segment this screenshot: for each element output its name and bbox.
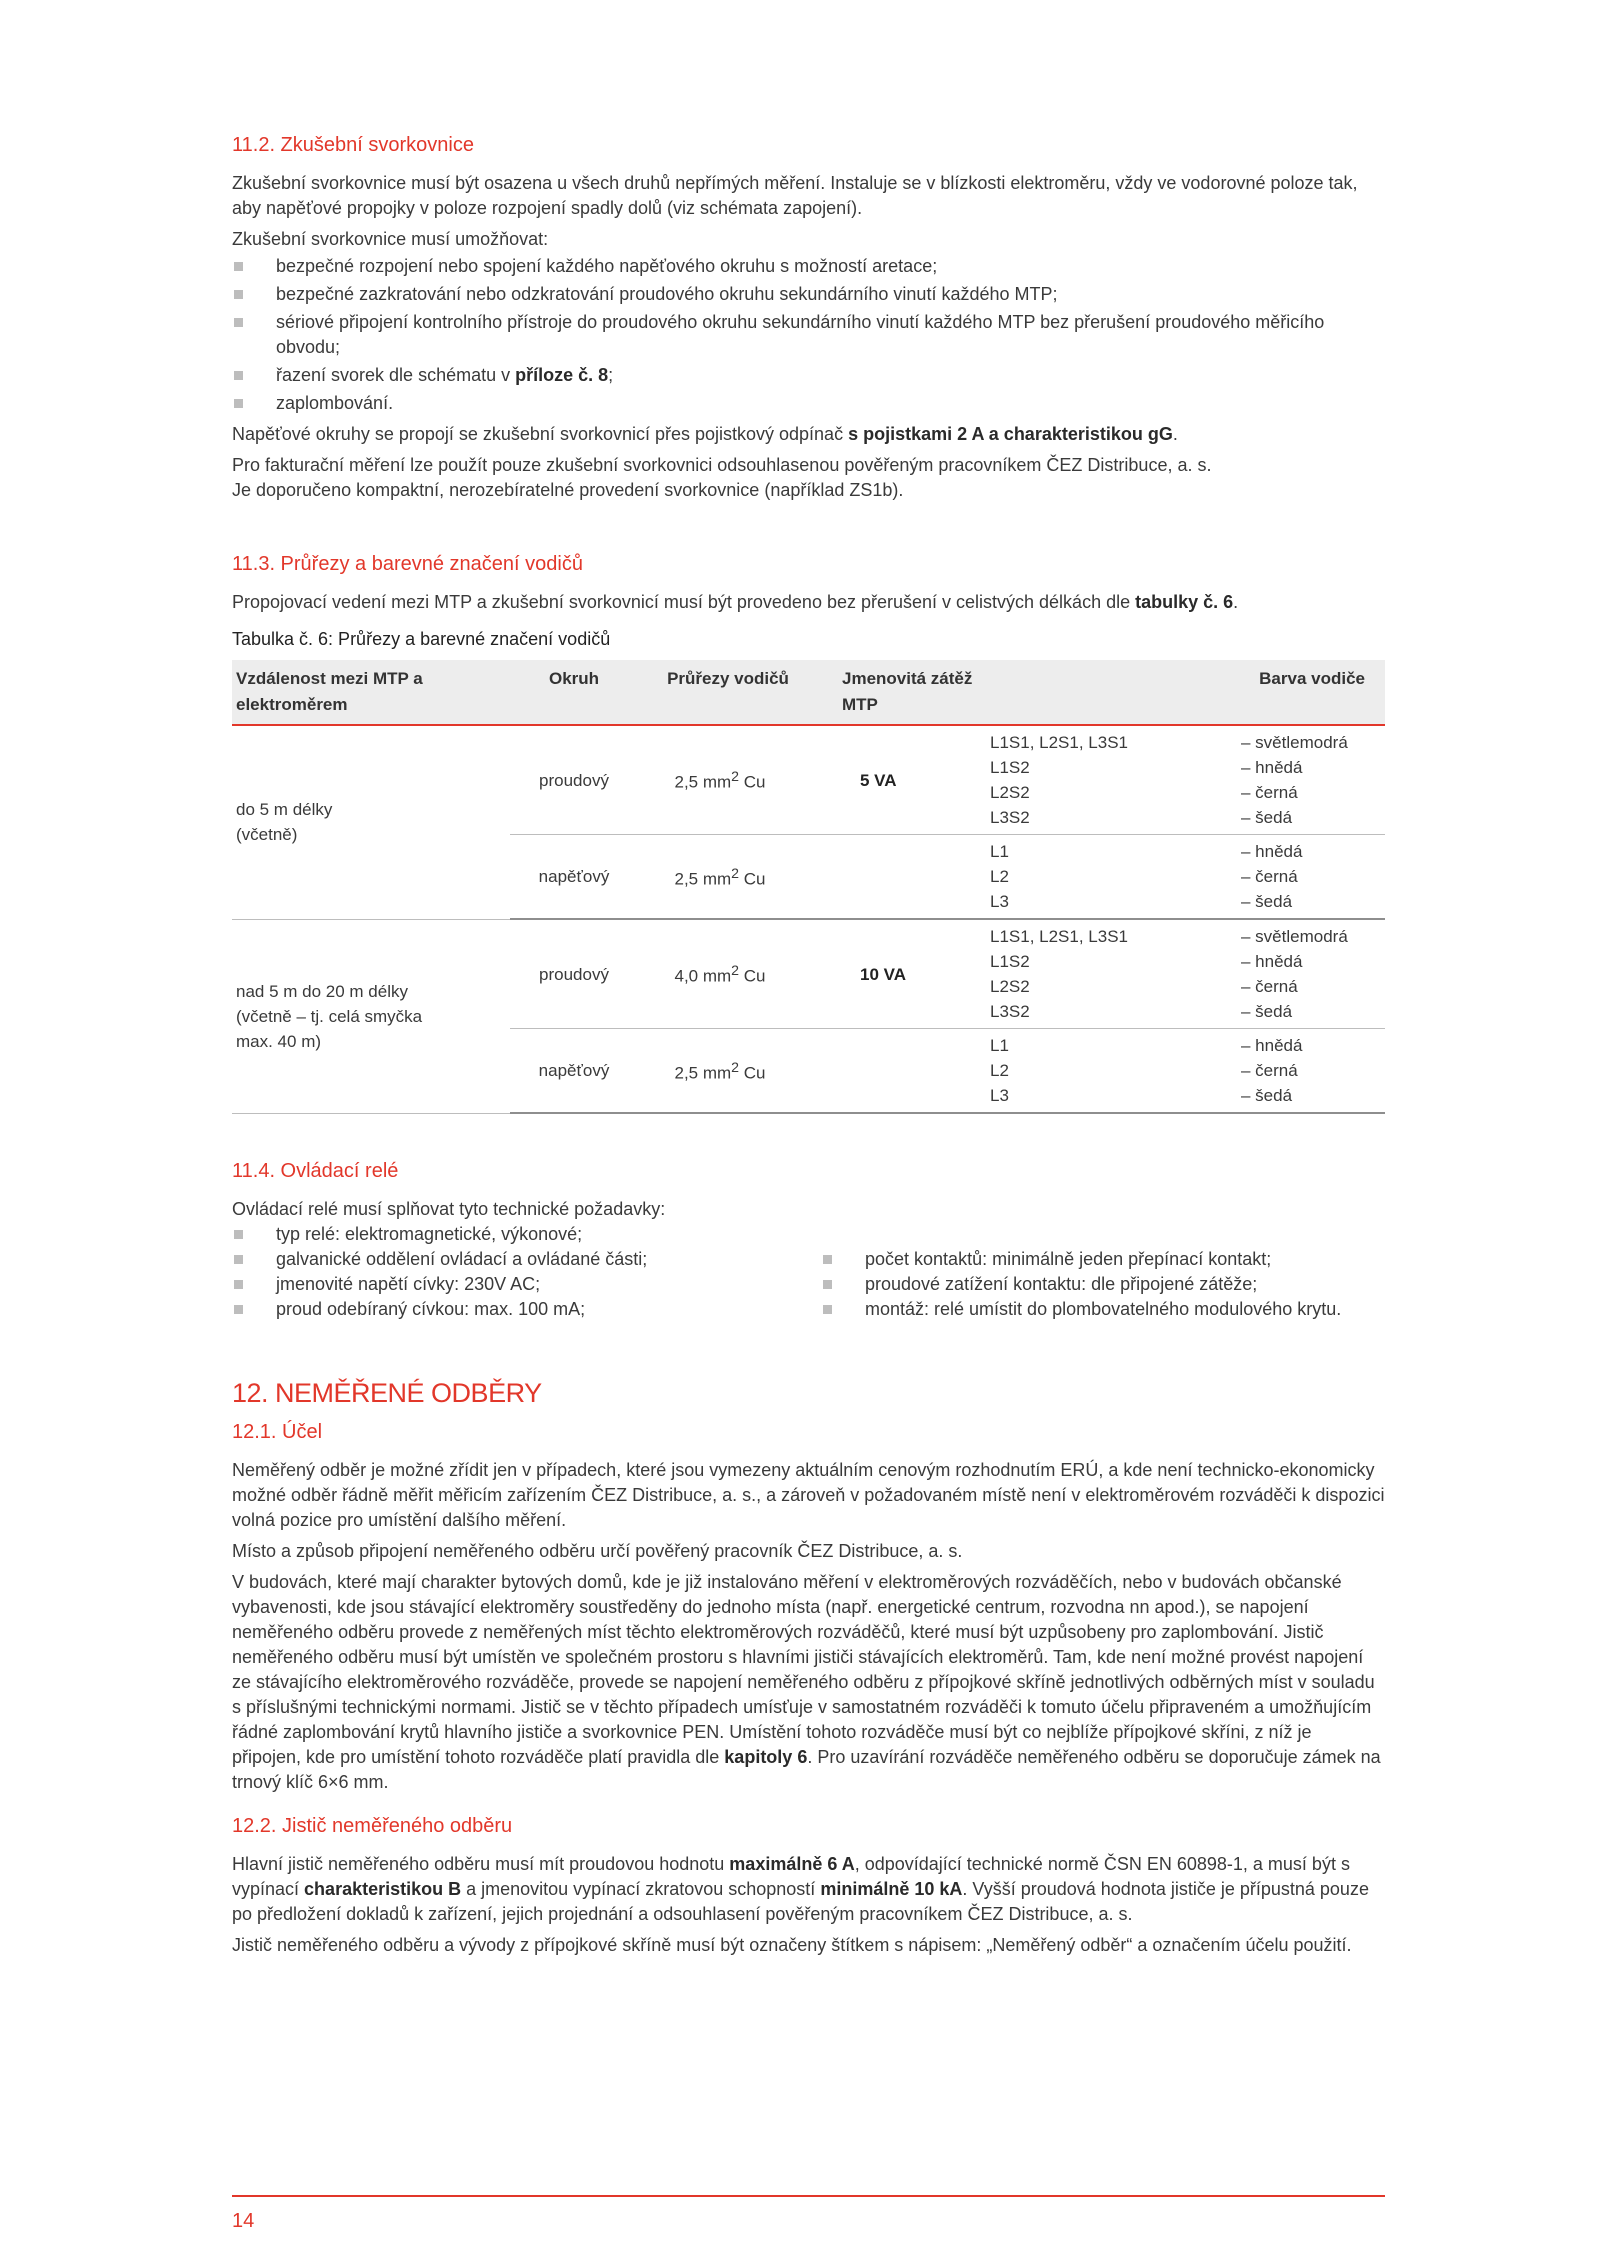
list-item: bezpečné rozpojení nebo spojení každého napěťového okruhu s možností aretace; xyxy=(232,254,1385,279)
cell-circuit: napěťový xyxy=(510,835,638,920)
text: . xyxy=(1172,424,1178,444)
text: 2,5 mm xyxy=(674,869,732,889)
page-number: 14 xyxy=(232,2210,255,2232)
chapter-title: 12. NEMĚŘENÉ ODBĚRY xyxy=(232,1378,542,1408)
list-item: proudové zatížení kontaktu: dle připojené zátěže; xyxy=(821,1272,1385,1297)
section-title: 12.2. Jistič neměřeného odběru xyxy=(232,1815,513,1837)
cell-load xyxy=(838,835,986,920)
list-item: jmenovité napětí cívky: 230V AC; xyxy=(232,1272,741,1297)
section-11-4 xyxy=(232,1160,1385,1328)
header-circuit: Okruh xyxy=(510,660,638,725)
footer-divider xyxy=(232,2195,1385,2197)
text: max. 40 m) xyxy=(236,1031,322,1051)
header-color: Barva vodiče xyxy=(986,660,1385,725)
table-row xyxy=(232,725,1385,835)
section-11-2 xyxy=(232,134,1385,503)
text: 4,0 mm xyxy=(674,966,732,986)
wire-label: L1S1, L2S1, L3S1 xyxy=(990,733,1129,752)
wire-label: L2 xyxy=(990,1061,1009,1080)
section-title: 12.1. Účel xyxy=(232,1421,323,1443)
cell-load: 5 VA xyxy=(838,725,986,835)
cell-colors xyxy=(986,1029,1385,1114)
cell-load xyxy=(838,1029,986,1114)
list-item: montáž: relé umístit do plombovatelného modulového krytu. xyxy=(821,1297,1385,1322)
wire-color: – světlemodrá xyxy=(1241,733,1348,752)
page-content xyxy=(232,134,1385,1964)
wire-label: L1S2 xyxy=(990,758,1030,777)
text: . xyxy=(1233,592,1239,612)
text: Cu xyxy=(743,1063,766,1083)
cell-load: 10 VA xyxy=(838,919,986,1029)
wire-color: – černá xyxy=(1241,783,1298,802)
cell-section: 2,5 $mm^2$ Cu xyxy=(638,725,838,835)
cell-circuit: proudový xyxy=(510,725,638,835)
header-load: Jmenovitá zátěž MTP xyxy=(838,660,986,725)
paragraph: Místo a způsob připojení neměřeného odběru určí pověřený pracovník ČEZ Distribuce, a. s. xyxy=(232,1541,963,1561)
cell-section: 2,5 $mm^2$ Cu xyxy=(638,1029,838,1114)
section-11-3 xyxy=(232,553,1385,1114)
paragraph xyxy=(232,453,1385,503)
wire-color: – šedá xyxy=(1241,808,1293,827)
wire-color: – šedá xyxy=(1241,892,1293,911)
text: Cu xyxy=(743,869,766,889)
text: do 5 m délky xyxy=(236,800,333,820)
paragraph xyxy=(232,590,1385,615)
table-caption: Tabulka č. 6: Průřezy a barevné značení vodičů xyxy=(232,629,611,649)
color-list xyxy=(990,1033,1381,1108)
cell-colors xyxy=(986,835,1385,920)
wire-label: L3S2 xyxy=(990,1002,1030,1021)
paragraph xyxy=(232,422,1385,447)
wire-color: – hnědá xyxy=(1241,842,1303,861)
list-item: typ relé: elektromagnetické, výkonové; xyxy=(232,1222,741,1247)
text: (včetně) xyxy=(236,825,298,845)
wire-label: L2 xyxy=(990,867,1009,886)
list-item: bezpečné zazkratování nebo odzkratování proudového okruhu sekundárního vinutí každého MTP; xyxy=(232,282,1385,307)
color-list xyxy=(990,924,1381,1024)
bold-text: minimálně 10 kA xyxy=(820,1879,963,1899)
section-title: 11.4. Ovládací relé xyxy=(232,1160,399,1182)
wire-label: L1S2 xyxy=(990,952,1030,971)
paragraph xyxy=(232,1570,1385,1795)
reference-link[interactable]: tabulky č. 6 xyxy=(1135,592,1234,612)
bold-text: s pojistkami 2 A a charakteristikou gG xyxy=(848,424,1173,444)
bold-text: maximálně 6 A xyxy=(729,1854,855,1874)
text: Hlavní jistič neměřeného odběru musí mít proudovou hodnotu xyxy=(232,1854,730,1874)
list-item: počet kontaktů: minimálně jeden přepínací kontakt; xyxy=(821,1247,1385,1272)
section-title: 11.3. Průřezy a barevné značení vodičů xyxy=(232,553,583,575)
wire-label: L3S2 xyxy=(990,808,1030,827)
text: řazení svorek dle schématu v xyxy=(276,365,516,385)
header-distance: Vzdálenost mezi MTP a elektroměrem xyxy=(232,660,510,725)
text: Propojovací vedení mezi MTP a zkušební svorkovnicí musí být provedeno bez přerušení v celistvých délkách dle xyxy=(232,592,1136,612)
cell-distance xyxy=(232,919,510,1113)
wire-label: L1 xyxy=(990,842,1009,861)
list-item: sériové připojení kontrolního přístroje do proudového okruhu sekundárního vinutí každého MTP bez přerušení proudového měřicího obvodu; xyxy=(232,310,1385,360)
color-list xyxy=(990,839,1381,914)
reference-link[interactable]: příloze č. 8 xyxy=(515,365,609,385)
list-item: proud odebíraný cívkou: max. 100 mA; xyxy=(232,1297,741,1322)
paragraph xyxy=(232,1852,1385,1927)
paragraph: Jistič neměřeného odběru a vývody z přípojkové skříně musí být označeny štítkem s nápisem: „Neměřený odběr“ a označením účelu použití. xyxy=(232,1935,1352,1955)
bullet-list xyxy=(232,254,1385,416)
text: nad 5 m do 20 m délky xyxy=(236,981,408,1001)
wire-color: – šedá xyxy=(1241,1002,1293,1021)
wire-color: – světlemodrá xyxy=(1241,927,1348,946)
wire-color: – černá xyxy=(1241,1061,1298,1080)
cell-section: 4,0 $mm^2$ Cu xyxy=(638,919,838,1029)
cell-distance xyxy=(232,725,510,919)
text: V budovách, které mají charakter bytových domů, kde je již instalováno měření v elektroměrových rozváděčích, nebo v budovách občanské vybavenosti, kde jsou stávající elektroměry soustředěny do jednoho místa (např. energetické centrum, rozvodna nn apod.), se napojení neměřeného odběru provede z neměřených míst těchto elektroměrových rozváděčů, které musí být uzpůsobeny pro zaplombování. Jistič neměřeného odběru musí být umístěn ve společném prostoru s hlavními jističi stávajících elektroměrů. Tam, kde není možné provést napojení ze stávajícího elektroměrového rozváděče, provede se napojení neměřeného odběru z přípojkové skříně jednotlivých odběrných míst v souladu s příslušnými technickými normami. Jistič se v těchto případech umísťuje v samostatném rozváděči k tomuto účelu připraveném a umožňujícím řádné zaplombování krytů hlavního jističe a svorkovnice PEN. Umístění tohoto rozváděče musí být co nejblíže přípojkové skříni, z níž je připojen, kde pro umístění tohoto rozváděče platí pravidla dle xyxy=(232,1572,1375,1767)
text: , odpovídající technické normě ČSN EN 60898-1, a musí být s vypínací xyxy=(232,1854,1350,1899)
cell-section: 2,5 $mm^2$ Cu xyxy=(638,835,838,920)
wire-color: – šedá xyxy=(1241,1086,1293,1105)
bold-text: charakteristikou B xyxy=(304,1879,462,1899)
text: Cu xyxy=(743,772,766,792)
wire-label: L2S2 xyxy=(990,977,1030,996)
text: ; xyxy=(608,365,614,385)
table-row xyxy=(232,919,1385,1029)
bullet-list xyxy=(821,1247,1385,1322)
wire-label: L3 xyxy=(990,1086,1009,1105)
text: (včetně – tj. celá smyčka xyxy=(236,1006,423,1026)
wire-table xyxy=(232,660,1385,1114)
wire-color: – černá xyxy=(1241,977,1298,996)
text: . Pro uzavírání rozváděče neměřeného odběru se doporučuje zámek na trnový klíč 6×6 mm. xyxy=(232,1747,1381,1792)
wire-color: – černá xyxy=(1241,867,1298,886)
wire-label: L1S1, L2S1, L3S1 xyxy=(990,927,1129,946)
text: a jmenovitou vypínací zkratovou schopností xyxy=(461,1879,821,1899)
paragraph: Neměřený odběr je možné zřídit jen v případech, které jsou vymezeny aktuálním cenovým rozhodnutím ERÚ, a kde není technicko-ekonomicky možné odběr řádně měřit měřicím zařízením ČEZ Distribuce, a. s., a zároveň v požadovaném místě není v elektroměrovém rozváděči k dispozici volná pozice pro umístění dalšího měření. xyxy=(232,1460,1385,1530)
wire-color: – hnědá xyxy=(1241,758,1303,777)
wire-color: – hnědá xyxy=(1241,1036,1303,1055)
list-item: galvanické oddělení ovládací a ovládané části; xyxy=(232,1247,741,1272)
wire-color: – hnědá xyxy=(1241,952,1303,971)
left-column xyxy=(232,1197,741,1328)
wire-label: L2S2 xyxy=(990,783,1030,802)
table-header-row xyxy=(232,660,1385,725)
section-title: 11.2. Zkušební svorkovnice xyxy=(232,134,474,156)
header-section: Průřezy vodičů xyxy=(638,660,838,725)
cell-colors xyxy=(986,919,1385,1029)
paragraph: Zkušební svorkovnice musí umožňovat: xyxy=(232,229,549,249)
cell-colors xyxy=(986,725,1385,835)
color-list xyxy=(990,730,1381,830)
two-column-list xyxy=(232,1197,1385,1328)
text: Cu xyxy=(743,966,766,986)
section-12 xyxy=(232,1378,1385,1958)
text: Napěťové okruhy se propojí se zkušební svorkovnicí přes pojistkový odpínač xyxy=(232,424,849,444)
reference-link[interactable]: kapitoly 6 xyxy=(724,1747,808,1767)
text: Je doporučeno kompaktní, nerozebíratelné provedení svorkovnice (například ZS1b). xyxy=(232,480,904,500)
text: 2,5 mm xyxy=(674,772,732,792)
bullet-list xyxy=(232,1222,741,1322)
cell-circuit: napěťový xyxy=(510,1029,638,1114)
wire-label: L1 xyxy=(990,1036,1009,1055)
text: Pro fakturační měření lze použít pouze zkušební svorkovnici odsouhlasenou pověřeným pracovníkem ČEZ Distribuce, a. s. xyxy=(232,455,1212,475)
paragraph: Zkušební svorkovnice musí být osazena u všech druhů nepřímých měření. Instaluje se v blízkosti elektroměru, vždy ve vodorovné poloze tak, aby napěťové propojky v poloze rozpojení spadly dolů (viz schémata zapojení). xyxy=(232,173,1358,218)
right-column xyxy=(821,1197,1385,1328)
cell-circuit: proudový xyxy=(510,919,638,1029)
text: 2,5 mm xyxy=(674,1063,732,1083)
list-item: zaplombování. xyxy=(232,391,1385,416)
text: . Vyšší proudová hodnota jističe je přípustná pouze po předložení dokladů k zařízení, jejich projednání a odsouhlasení pověřeným pracovníkem ČEZ Distribuce, a. s. xyxy=(232,1879,1369,1924)
wire-label: L3 xyxy=(990,892,1009,911)
list-item xyxy=(232,363,1385,388)
paragraph: Ovládací relé musí splňovat tyto technické požadavky: xyxy=(232,1199,666,1219)
